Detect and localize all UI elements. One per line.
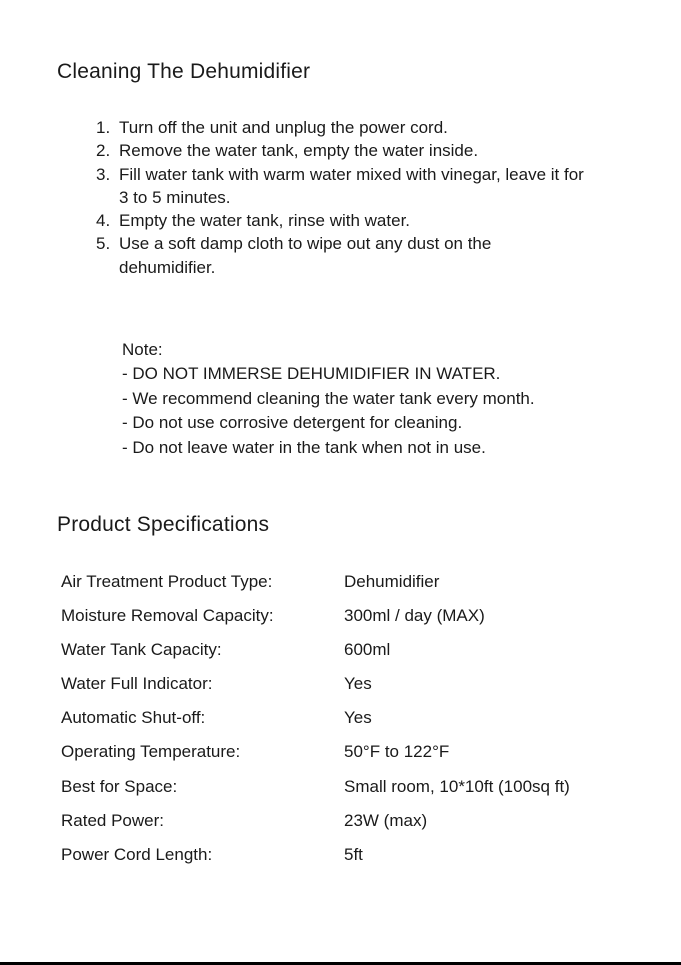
step-number: 3. bbox=[96, 164, 111, 184]
spec-label: Automatic Shut-off: bbox=[61, 708, 206, 728]
note-block bbox=[122, 338, 662, 460]
spec-row bbox=[61, 570, 570, 604]
spec-label: Water Tank Capacity: bbox=[61, 640, 222, 660]
cleaning-section-title: Cleaning The Dehumidifier bbox=[57, 60, 311, 83]
spec-label: Water Full Indicator: bbox=[61, 674, 213, 694]
spec-value: Yes bbox=[344, 674, 372, 694]
note-heading: Note: bbox=[122, 340, 163, 359]
step-number: 4. bbox=[96, 211, 111, 231]
spec-value: 600ml bbox=[344, 640, 391, 660]
spec-row bbox=[61, 706, 570, 740]
specs-table bbox=[61, 570, 570, 877]
step-number: 5. bbox=[96, 234, 111, 254]
step-number: 2. bbox=[96, 141, 111, 161]
spec-label: Air Treatment Product Type: bbox=[61, 572, 273, 591]
cleaning-step bbox=[96, 139, 589, 162]
spec-label: Moisture Removal Capacity: bbox=[61, 606, 274, 626]
spec-value: 50°F to 122°F bbox=[344, 742, 450, 762]
spec-row bbox=[61, 672, 570, 706]
note-line: - Do not leave water in the tank when not in use. bbox=[122, 437, 486, 457]
cleaning-steps-list bbox=[96, 116, 589, 279]
note-line: - Do not use corrosive detergent for cleaning. bbox=[122, 413, 463, 433]
spec-label: Rated Power: bbox=[61, 810, 164, 830]
spec-row bbox=[61, 775, 570, 809]
step-text: Turn off the unit and unplug the power cord. bbox=[119, 118, 448, 137]
spec-value: 5ft bbox=[344, 844, 363, 864]
spec-label: Power Cord Length: bbox=[61, 844, 213, 864]
specs-section-title: Product Specifications bbox=[57, 513, 270, 536]
spec-label: Best for Space: bbox=[61, 776, 178, 796]
step-number: 1. bbox=[96, 118, 111, 137]
note-line: - DO NOT IMMERSE DEHUMIDIFIER IN WATER. bbox=[122, 364, 501, 384]
note-line: - We recommend cleaning the water tank every month. bbox=[122, 388, 535, 408]
step-text: Use a soft damp cloth to wipe out any dust on the dehumidifier. bbox=[119, 234, 492, 277]
cleaning-step bbox=[96, 116, 589, 139]
spec-row bbox=[61, 843, 570, 877]
spec-value: Yes bbox=[344, 708, 372, 728]
spec-row bbox=[61, 638, 570, 672]
cleaning-step bbox=[96, 209, 589, 232]
step-text: Empty the water tank, rinse with water. bbox=[119, 211, 411, 231]
spec-label: Operating Temperature: bbox=[61, 742, 241, 762]
spec-row bbox=[61, 740, 570, 774]
cleaning-step bbox=[96, 232, 589, 279]
spec-row bbox=[61, 604, 570, 638]
cleaning-step bbox=[96, 163, 589, 210]
spec-value: 23W (max) bbox=[344, 810, 428, 830]
spec-value: Dehumidifier bbox=[344, 572, 440, 591]
step-text: Fill water tank with warm water mixed with vinegar, leave it for 3 to 5 minutes. bbox=[119, 164, 584, 207]
spec-row bbox=[61, 809, 570, 843]
spec-value: 300ml / day (MAX) bbox=[344, 606, 485, 626]
step-text: Remove the water tank, empty the water inside. bbox=[119, 141, 479, 161]
spec-value: Small room, 10*10ft (100sq ft) bbox=[344, 776, 570, 796]
